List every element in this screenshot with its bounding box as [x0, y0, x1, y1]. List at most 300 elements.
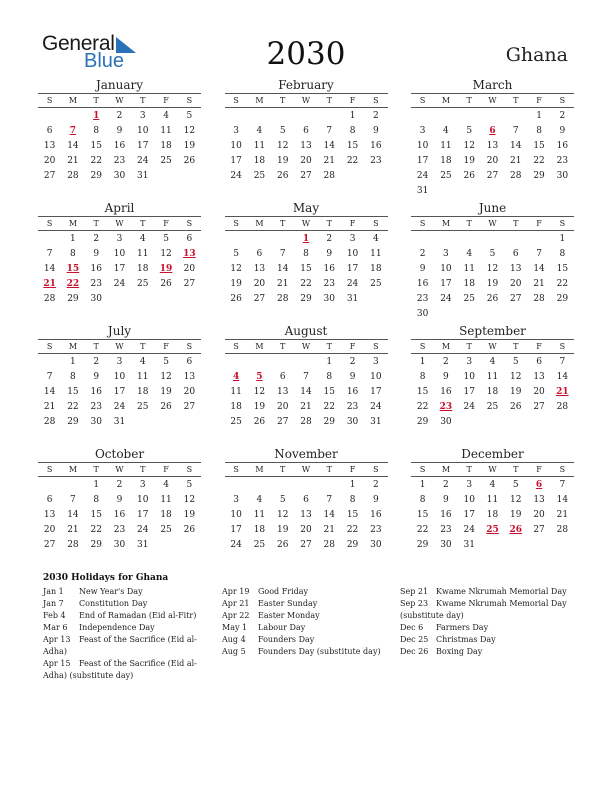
month-september	[411, 324, 574, 441]
day-cell: 28	[510, 171, 522, 181]
holiday-name: Easter Monday	[258, 611, 320, 620]
weekday-header	[38, 93, 201, 108]
day-cell: 16	[323, 264, 335, 274]
day-cell: 17	[113, 387, 126, 397]
month-may	[225, 201, 388, 318]
weekday-label: T	[280, 465, 286, 474]
day-cell: 26	[486, 294, 499, 304]
day-cell: 17	[370, 387, 382, 397]
day-cell: 30	[416, 309, 429, 319]
month-october	[38, 447, 201, 564]
weekday-label: S	[186, 219, 193, 228]
weekday-label: T	[280, 96, 286, 105]
day-cell: 1	[326, 357, 333, 367]
weekday-label: M	[255, 96, 264, 105]
day-cell: 1	[70, 357, 76, 367]
day-cell: 23	[90, 279, 102, 289]
days-grid	[225, 232, 388, 307]
holiday-name: Kwame Nkrumah Memorial Day	[436, 587, 567, 596]
weekday-label: M	[255, 465, 264, 474]
empty-day-cell	[225, 355, 248, 370]
empty-day-cell	[504, 109, 527, 124]
day-cell: 24	[113, 402, 126, 412]
day-cell: 18	[160, 510, 172, 520]
day-cell: 27	[276, 417, 289, 427]
day-cell: 29	[90, 171, 102, 181]
day-cell: 21	[556, 510, 569, 520]
weekday-label: S	[46, 96, 53, 105]
day-cell: 8	[349, 126, 356, 136]
day-cell: 21	[300, 402, 312, 412]
holiday-date: Apr 13	[43, 635, 71, 644]
weekday-label: S	[186, 465, 193, 474]
day-cell: 14	[67, 510, 79, 520]
day-cell: 6	[256, 249, 263, 259]
day-cell: 23	[346, 402, 359, 412]
day-cell: 28	[43, 294, 56, 304]
weekday-label: S	[233, 342, 239, 351]
day-cell: 2	[559, 111, 566, 121]
day-cell: 1	[349, 480, 356, 490]
day-cell: 16	[416, 279, 429, 289]
day-cell: 7	[46, 372, 53, 382]
empty-day-cell	[271, 355, 294, 370]
weekday-label: S	[373, 219, 379, 228]
day-cell: 2	[116, 480, 123, 490]
weekday-label: T	[326, 96, 332, 105]
day-cell: 6	[512, 249, 519, 259]
empty-day-cell	[225, 109, 248, 124]
day-cell: 30	[90, 417, 102, 427]
weekday-label: S	[186, 342, 193, 351]
holiday-list-item	[222, 610, 397, 622]
day-cell: 15	[323, 387, 335, 397]
day-cell: 24	[463, 402, 475, 412]
empty-day-cell	[61, 109, 84, 124]
day-cell: 3	[116, 234, 123, 244]
month-december	[411, 447, 574, 564]
day-cell: 13	[486, 141, 499, 151]
day-cell: 25	[230, 417, 242, 427]
empty-day-cell	[434, 109, 457, 124]
month-june	[411, 201, 574, 318]
day-cell: 9	[559, 126, 566, 136]
day-cell: 28	[276, 294, 289, 304]
day-cell: 17	[346, 264, 359, 274]
holiday-name: Easter Sunday	[258, 599, 318, 608]
holiday-day-cell: 6	[535, 480, 543, 490]
day-cell: 8	[70, 249, 76, 259]
day-cell: 1	[419, 480, 426, 490]
day-cell: 1	[559, 234, 566, 244]
day-cell: 20	[183, 387, 196, 397]
empty-day-cell	[38, 355, 61, 370]
holiday-list-item	[43, 658, 218, 682]
day-cell: 8	[419, 495, 426, 505]
day-cell: 29	[416, 417, 429, 427]
day-cell: 8	[93, 495, 100, 505]
day-cell: 16	[370, 141, 382, 151]
day-cell: 9	[349, 372, 356, 382]
day-cell: 21	[323, 525, 335, 535]
weekday-label: T	[140, 465, 146, 474]
day-cell: 18	[370, 264, 382, 274]
holiday-name: Feast of the Sacrifice (Eid al-Adha) (substitute day)	[43, 659, 197, 680]
day-cell: 9	[372, 126, 379, 136]
day-cell: 12	[510, 372, 522, 382]
day-cell: 4	[489, 357, 496, 367]
day-cell: 2	[116, 111, 123, 121]
day-cell: 21	[67, 156, 79, 166]
holiday-date: Apr 21	[222, 599, 250, 608]
day-cell: 12	[183, 495, 196, 505]
day-cell: 12	[276, 141, 289, 151]
day-cell: 25	[253, 540, 266, 550]
weekday-label: F	[536, 342, 542, 351]
day-cell: 20	[183, 264, 196, 274]
holiday-date: Sep 21	[400, 587, 429, 596]
holiday-day-cell: 21	[556, 387, 569, 397]
day-cell: 25	[486, 402, 499, 412]
day-cell: 4	[256, 126, 263, 136]
day-cell: 16	[440, 510, 452, 520]
day-cell: 19	[486, 279, 499, 289]
day-cell: 8	[70, 372, 76, 382]
day-cell: 8	[93, 126, 100, 136]
weekday-label: S	[233, 219, 239, 228]
day-cell: 4	[372, 234, 379, 244]
day-cell: 13	[510, 264, 522, 274]
day-cell: 19	[463, 156, 475, 166]
day-cell: 23	[416, 294, 429, 304]
day-cell: 2	[93, 234, 100, 244]
day-cell: 7	[326, 495, 333, 505]
day-cell: 9	[443, 372, 449, 382]
day-cell: 30	[90, 294, 102, 304]
day-cell: 30	[440, 417, 452, 427]
day-cell: 15	[346, 141, 359, 151]
day-cell: 1	[419, 357, 426, 367]
weekday-label: F	[163, 342, 169, 351]
day-cell: 31	[137, 540, 149, 550]
day-cell: 12	[510, 495, 522, 505]
day-cell: 22	[323, 402, 335, 412]
days-grid	[411, 109, 574, 199]
day-cell: 14	[510, 141, 522, 151]
day-cell: 24	[370, 402, 382, 412]
weekday-label: F	[536, 219, 542, 228]
holiday-date: Apr 19	[222, 587, 250, 596]
day-cell: 29	[346, 540, 359, 550]
empty-day-cell	[481, 109, 504, 124]
day-cell: 23	[370, 525, 382, 535]
month-name: August	[284, 324, 328, 338]
day-cell: 20	[276, 402, 289, 412]
weekday-label: S	[373, 96, 379, 105]
holiday-name: Labour Day	[258, 623, 306, 632]
holiday-day-cell: 26	[509, 525, 523, 535]
day-cell: 24	[230, 171, 242, 181]
holiday-column-2	[222, 586, 397, 658]
holiday-date: Dec 6	[400, 623, 424, 632]
day-cell: 17	[463, 510, 475, 520]
weekday-label: S	[46, 342, 53, 351]
day-cell: 15	[67, 387, 79, 397]
logo-blue-text: Blue	[84, 50, 125, 72]
day-cell: 9	[93, 372, 100, 382]
month-name: March	[472, 78, 513, 92]
weekday-label: M	[441, 465, 451, 474]
days-grid	[411, 478, 574, 553]
weekday-label: M	[68, 219, 78, 228]
day-cell: 26	[463, 171, 475, 181]
day-cell: 26	[276, 171, 289, 181]
day-cell: 13	[533, 495, 545, 505]
empty-day-cell	[294, 109, 317, 124]
weekday-label: F	[349, 96, 356, 105]
day-cell: 27	[533, 402, 545, 412]
day-cell: 27	[43, 171, 56, 181]
day-cell: 28	[533, 294, 545, 304]
day-cell: 4	[139, 234, 146, 244]
day-cell: 18	[230, 402, 242, 412]
month-november	[225, 447, 388, 564]
month-name: May	[292, 201, 320, 215]
day-cell: 15	[90, 510, 102, 520]
day-cell: 31	[137, 171, 149, 181]
day-cell: 15	[90, 141, 102, 151]
month-name: September	[459, 324, 526, 338]
weekday-label: T	[466, 342, 472, 351]
day-cell: 11	[160, 495, 172, 505]
empty-day-cell	[271, 232, 294, 247]
holiday-day-cell: 4	[233, 372, 240, 382]
weekday-header	[38, 216, 201, 231]
weekday-label: S	[46, 219, 53, 228]
day-cell: 11	[440, 141, 452, 151]
day-cell: 16	[370, 510, 382, 520]
day-cell: 24	[137, 156, 149, 166]
day-cell: 24	[463, 525, 475, 535]
day-cell: 21	[510, 156, 522, 166]
weekday-label: W	[115, 219, 124, 228]
day-cell: 15	[556, 264, 569, 274]
day-cell: 22	[90, 525, 102, 535]
weekday-header	[225, 93, 388, 108]
weekday-label: W	[488, 219, 497, 228]
months-grid	[38, 78, 574, 564]
day-cell: 18	[137, 387, 149, 397]
weekday-header	[38, 339, 201, 354]
day-cell: 16	[556, 141, 569, 151]
weekday-label: T	[140, 96, 146, 105]
month-name: February	[278, 78, 334, 92]
day-cell: 23	[113, 156, 126, 166]
day-cell: 2	[372, 480, 379, 490]
holiday-list-item	[222, 586, 397, 598]
day-cell: 27	[300, 171, 312, 181]
day-cell: 30	[440, 540, 452, 550]
days-grid	[38, 478, 201, 553]
day-cell: 7	[512, 126, 519, 136]
weekday-label: W	[301, 96, 311, 105]
weekday-label: S	[559, 96, 566, 105]
weekday-label: F	[163, 465, 169, 474]
holiday-list-item	[43, 622, 218, 634]
weekday-label: W	[488, 465, 497, 474]
day-cell: 15	[300, 264, 312, 274]
day-cell: 30	[556, 171, 569, 181]
day-cell: 25	[253, 171, 266, 181]
day-cell: 28	[67, 540, 79, 550]
weekday-label: S	[419, 342, 426, 351]
day-cell: 17	[230, 156, 242, 166]
weekday-label: T	[93, 342, 99, 351]
day-cell: 20	[43, 525, 56, 535]
weekday-label: W	[115, 465, 124, 474]
empty-day-cell	[411, 232, 434, 247]
day-cell: 22	[556, 279, 569, 289]
day-cell: 18	[486, 510, 499, 520]
day-cell: 17	[463, 387, 475, 397]
empty-day-cell	[225, 232, 248, 247]
day-cell: 27	[510, 294, 522, 304]
day-cell: 17	[113, 264, 126, 274]
empty-day-cell	[318, 478, 341, 493]
day-cell: 25	[160, 525, 172, 535]
day-cell: 3	[443, 249, 449, 259]
day-cell: 16	[113, 510, 126, 520]
day-cell: 28	[323, 171, 335, 181]
day-cell: 12	[183, 126, 196, 136]
holiday-day-cell: 6	[489, 126, 496, 136]
day-cell: 13	[276, 387, 289, 397]
day-cell: 9	[116, 126, 123, 136]
day-cell: 26	[276, 540, 289, 550]
day-cell: 26	[510, 402, 522, 412]
empty-day-cell	[411, 109, 434, 124]
page-title-year: 2030	[266, 36, 346, 72]
day-cell: 11	[486, 372, 499, 382]
day-cell: 10	[346, 249, 359, 259]
day-cell: 13	[183, 372, 196, 382]
day-cell: 10	[113, 372, 126, 382]
day-cell: 19	[183, 141, 196, 151]
day-cell: 14	[67, 141, 79, 151]
day-cell: 10	[416, 141, 429, 151]
holiday-list-item	[400, 622, 575, 634]
days-grid	[38, 355, 201, 430]
day-cell: 11	[137, 372, 149, 382]
day-cell: 22	[416, 525, 429, 535]
day-cell: 19	[510, 387, 522, 397]
day-cell: 31	[370, 417, 382, 427]
weekday-label: M	[68, 96, 78, 105]
day-cell: 11	[160, 126, 172, 136]
day-cell: 7	[326, 126, 333, 136]
holiday-day-cell: 5	[256, 372, 263, 382]
weekday-label: T	[140, 342, 146, 351]
weekday-label: T	[466, 219, 472, 228]
weekday-label: W	[488, 96, 497, 105]
day-cell: 29	[90, 540, 102, 550]
day-cell: 15	[416, 510, 429, 520]
holiday-list-item	[400, 634, 575, 646]
month-march	[411, 78, 574, 195]
day-cell: 3	[139, 111, 146, 121]
weekday-label: T	[326, 219, 332, 228]
day-cell: 4	[466, 249, 473, 259]
day-cell: 14	[276, 264, 289, 274]
day-cell: 5	[466, 126, 473, 136]
day-cell: 6	[303, 126, 309, 136]
day-cell: 14	[43, 264, 56, 274]
holiday-name: Founders Day	[258, 635, 315, 644]
day-cell: 19	[230, 279, 242, 289]
day-cell: 12	[230, 264, 242, 274]
day-cell: 3	[419, 126, 426, 136]
holiday-name: Constitution Day	[79, 599, 148, 608]
day-cell: 18	[463, 279, 475, 289]
holiday-day-cell: 15	[66, 264, 80, 274]
day-cell: 26	[160, 402, 172, 412]
days-grid	[38, 232, 201, 307]
weekday-label: F	[163, 96, 169, 105]
weekday-label: T	[93, 96, 99, 105]
empty-day-cell	[434, 232, 457, 247]
day-cell: 8	[419, 372, 426, 382]
day-cell: 10	[230, 510, 242, 520]
holiday-name: Founders Day (substitute day)	[258, 647, 381, 656]
holiday-date: Dec 26	[400, 647, 429, 656]
day-cell: 1	[536, 111, 542, 121]
day-cell: 13	[43, 141, 56, 151]
day-cell: 15	[416, 387, 429, 397]
weekday-label: T	[280, 219, 286, 228]
day-cell: 7	[559, 480, 566, 490]
country-name: Ghana	[505, 44, 568, 66]
day-cell: 2	[349, 357, 356, 367]
day-cell: 18	[440, 156, 452, 166]
weekday-label: T	[513, 96, 519, 105]
day-cell: 22	[346, 525, 359, 535]
day-cell: 7	[536, 249, 542, 259]
day-cell: 26	[183, 525, 196, 535]
day-cell: 23	[113, 525, 126, 535]
month-name: June	[478, 201, 507, 215]
weekday-label: M	[441, 219, 451, 228]
days-grid	[225, 109, 388, 184]
day-cell: 8	[536, 126, 542, 136]
day-cell: 30	[113, 540, 126, 550]
day-cell: 25	[137, 402, 149, 412]
weekday-label: T	[513, 465, 519, 474]
day-cell: 14	[556, 372, 569, 382]
day-cell: 28	[556, 402, 569, 412]
month-february	[225, 78, 388, 195]
weekday-label: S	[419, 96, 426, 105]
day-cell: 10	[440, 264, 452, 274]
day-cell: 17	[440, 279, 452, 289]
day-cell: 3	[233, 495, 239, 505]
day-cell: 26	[253, 417, 266, 427]
day-cell: 29	[67, 294, 79, 304]
day-cell: 14	[556, 495, 569, 505]
day-cell: 4	[139, 357, 146, 367]
day-cell: 16	[90, 387, 102, 397]
holiday-day-cell: 21	[43, 279, 56, 289]
day-cell: 8	[303, 249, 309, 259]
